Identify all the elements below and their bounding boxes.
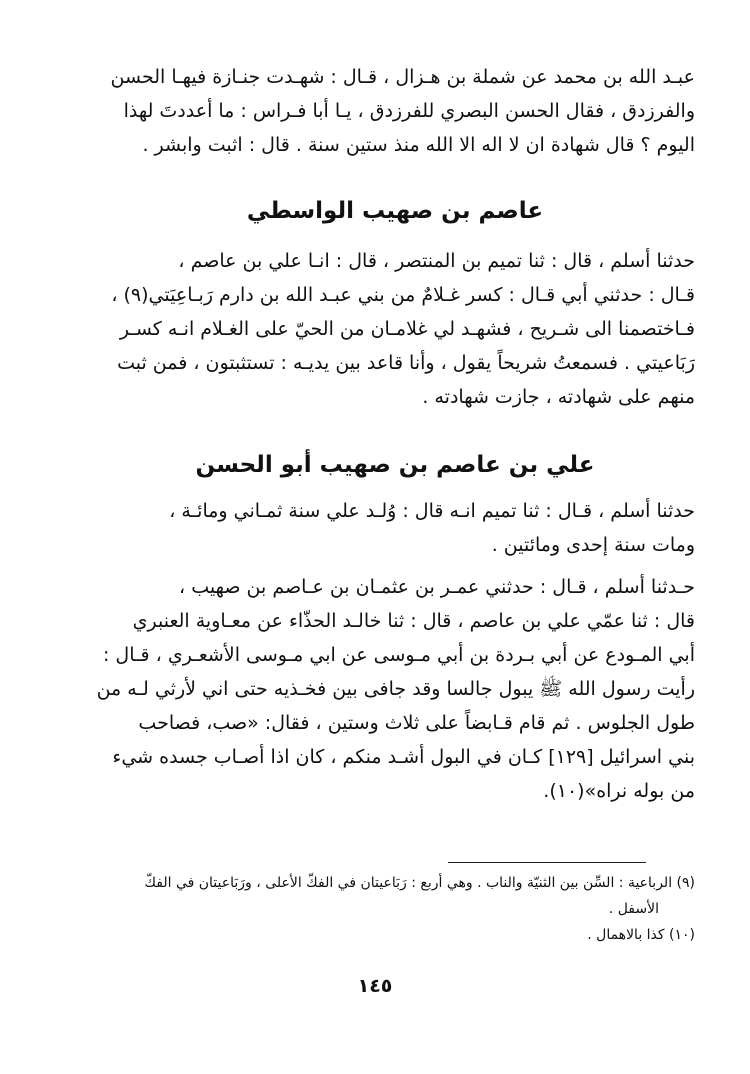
paragraph-4 (95, 570, 695, 808)
footnote-10: (١٠) كذا بالاهمال . (587, 927, 695, 943)
text-line: اليوم ؟ قال شهادة ان لا اله الا الله منذ ستين سنة . قال : اثبت وابشر . (142, 134, 695, 156)
paragraph-2 (95, 244, 695, 414)
text-line: والفرزدق ، فقال الحسن البصري للفرزدق ، يـا أبا فـراس : ما أعددتَ لهذا (123, 100, 695, 122)
text-line: رَبَاعيتي . فسمعتُ شريحاً يقول ، وأنا قاعد بين يديـه : تستثبتون ، فمن ثبت (117, 352, 695, 374)
paragraph-3 (95, 494, 695, 562)
text-line: قال : ثنا عمّي علي بن عاصم ، قال : ثنا خالـد الحذّاء عن معـاوية العنبري (132, 610, 695, 632)
footnote-9: (٩) الرباعية : السِّن بين الثنيّة والناب . وهي أربع : رَبَاعيتان في الفكّ الأعلى ، ورَبَاعيتان في الفكّ (144, 875, 695, 891)
text-line: حـدثنا أسلم ، قـال : حدثني عمـر بن عثمـان بن عـاصم بن صهيب ، (179, 576, 695, 598)
paragraph-1 (95, 60, 695, 162)
text-line: قـال : حدثني أبي قـال : كسر غـلامٌ من بني عبـد الله بن دارم رَبـاعِيَتي(٩) ، (111, 284, 695, 306)
text-line: أبي المـودع عن أبي بـردة بن أبي مـوسى عن ابي مـوسى الأشعـري ، قـال : (102, 644, 695, 666)
text-line: ومات سنة إحدى ومائتين . (491, 534, 695, 556)
text-line: من بوله نراه»(١٠). (543, 780, 695, 802)
section-heading-ali: علي بن عاصم بن صهيب أبو الحسن (195, 452, 595, 478)
text-line: حدثنا أسلم ، قال : ثنا تميم بن المنتصر ، قال : انـا علي بن عاصم ، (178, 250, 695, 272)
footnote-divider (448, 862, 646, 863)
text-line: فـاختصمنا الى شـريح ، فشهـد لي غلامـان من الحيّ على الغـلام انـه كسـر (119, 318, 695, 340)
text-line: طول الجلوس . ثم قام قـابضاً على ثلاث وستين ، فقال: «صب، فصاحب (138, 712, 695, 734)
text-line: بني اسرائيل [١٢٩] كـان في البول أشـد منكم ، كان اذا أصـاب جسده شيء (112, 746, 695, 768)
section-heading-asim: عاصم بن صهيب الواسطي (246, 198, 544, 224)
footnotes (95, 870, 695, 948)
text-line: منهم على شهادته ، جازت شهادته . (422, 386, 695, 408)
text-line: رأيت رسول الله ﷺ يبول جالسا وقد جافى بين فخـذيه حتى اني لأرثي لـه من (96, 678, 695, 700)
text-line: عبـد الله بن محمد عن شملة بن هـزال ، قـال : شهـدت جنـازة فيهـا الحسن (110, 66, 695, 88)
page-number: ١٤٥ (357, 975, 393, 997)
footnote-9-continued: الأسفل . (608, 901, 659, 917)
text-line: حدثنا أسلم ، قـال : ثنا تميم انـه قال : وُلـد علي سنة ثمـاني ومائـة ، (169, 500, 695, 522)
